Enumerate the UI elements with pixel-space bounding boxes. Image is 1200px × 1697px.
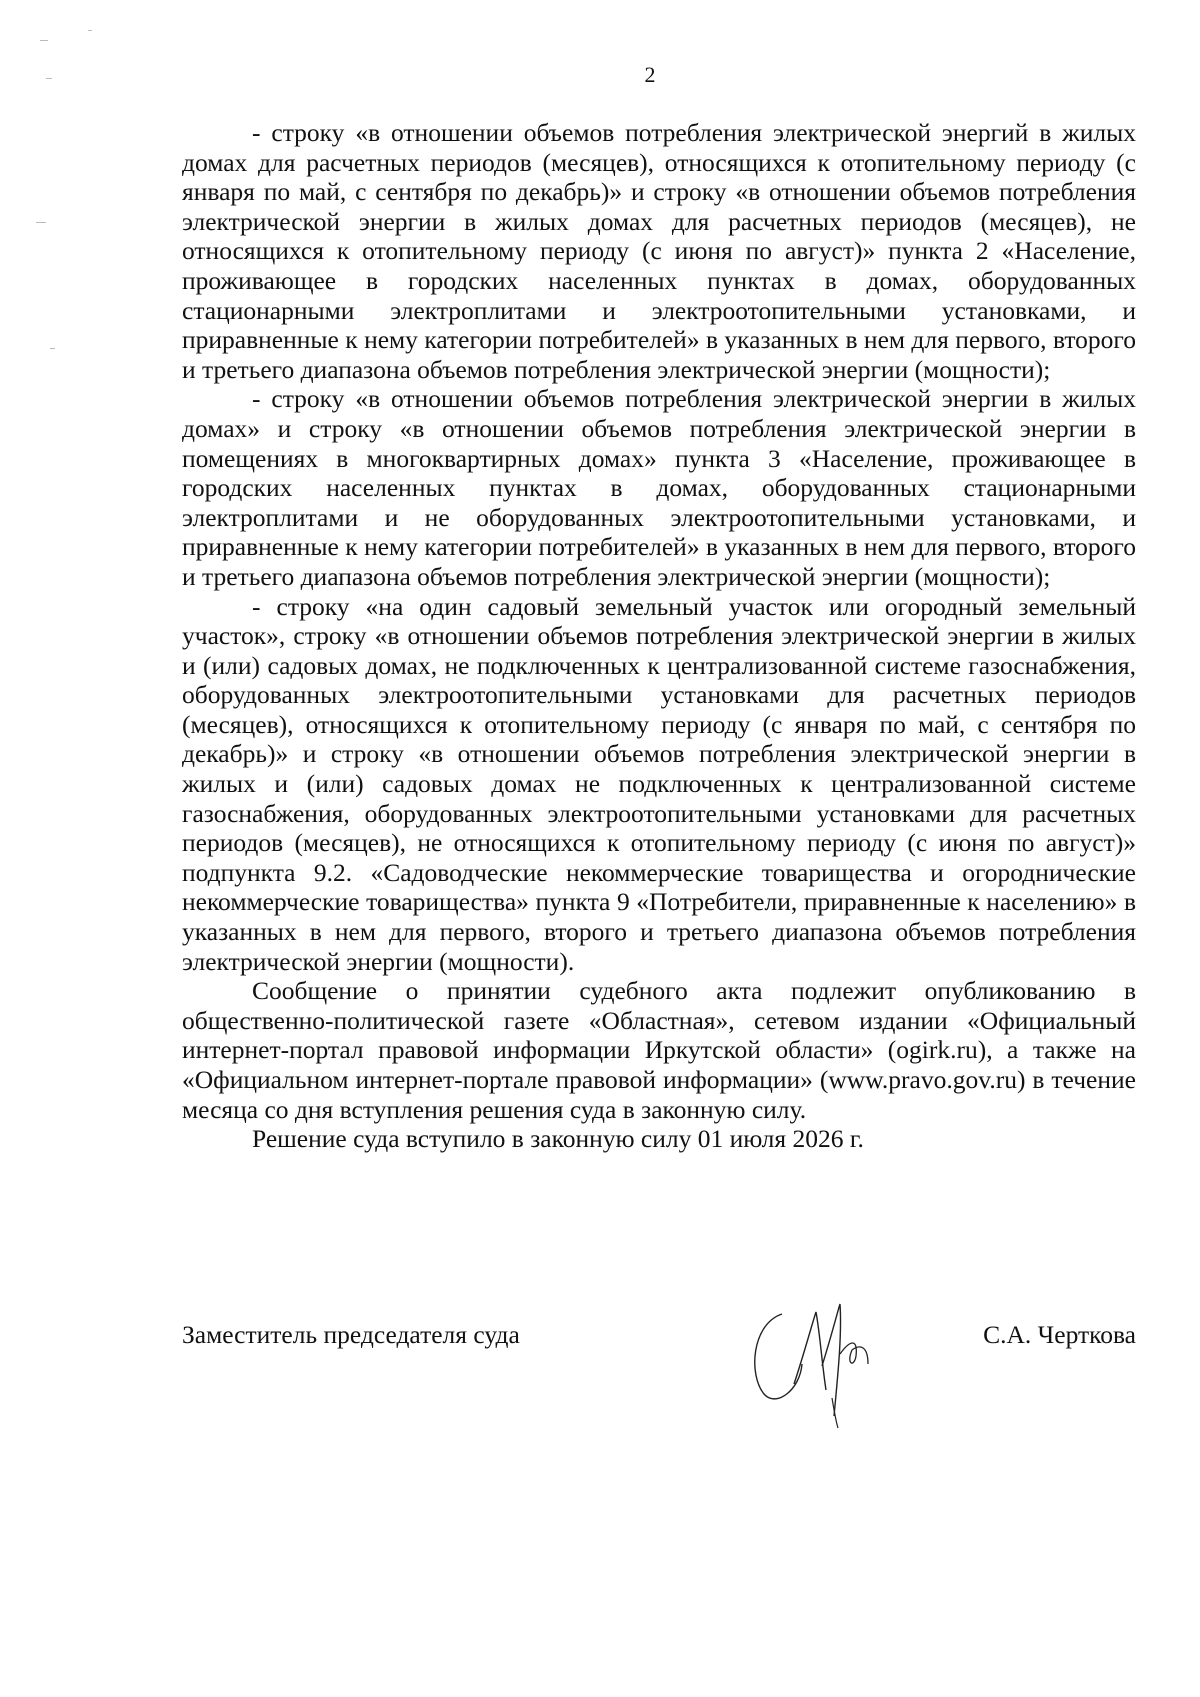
signatory-title: Заместитель председателя суда xyxy=(182,1320,520,1349)
scan-speck xyxy=(40,40,48,41)
document-body xyxy=(182,118,1136,1154)
scan-speck xyxy=(50,348,55,349)
scan-speck xyxy=(36,222,46,223)
paragraph-4: Сообщение о принятии судебного акта подлежит опубликованию в общественно-политической газете «Областная», сетевом издании «Официальный интернет-портал правовой информации Иркутской области» (ogirk.ru), а также на «Официальном интернет-портале правовой информации» (www.pravo.gov.ru) в течение месяца со дня вступления решения суда в законную силу. xyxy=(182,976,1136,1124)
signature-block xyxy=(182,1312,1136,1462)
scan-speck xyxy=(88,30,92,31)
page-number: 2 xyxy=(644,62,656,87)
handwritten-signature xyxy=(742,1294,892,1434)
paragraph-3: - строку «на один садовый земельный участок или огородный земельный участок», строку «в отношении объемов потребления электрической энергии в жилых и (или) садовых домах, не подключенных к централизованной системе газоснабжения, оборудованных электроотопительными установками для расчетных периодов (месяцев), относящихся к отопительному периоду (с января по май, с сентября по декабрь)» и строку «в отношении объемов потребления электрической энергии в жилых и (или) садовых домах не подключенных к централизованной системе газоснабжения, оборудованных электроотопительными установками для расчетных периодов (месяцев), не относящихся к отопительному периоду (с июня по август)» подпункта 9.2. «Садоводческие некоммерческие товарищества и огороднические некоммерческие товарищества» пункта 9 «Потребители, приравненные к населению» в указанных в нем для первого, второго и третьего диапазона объемов потребления электрической энергии (мощности). xyxy=(182,591,1136,976)
paragraph-1: - строку «в отношении объемов потребления электрической энергий в жилых домах для расчетных периодов (месяцев), относящихся к отопительному периоду (с января по май, с сентября по декабрь)» и строку «в отношении объемов потребления электрической энергии в жилых домах для расчетных периодов (месяцев), не относящихся к отопительному периоду (с июня по август)» пункта 2 «Население, проживающее в городских населенных пунктах в домах, оборудованных стационарными электроплитами и электроотопительными установками, и приравненные к нему категории потребителей» в указанных в нем для первого, второго и третьего диапазона объемов потребления электрической энергии (мощности); xyxy=(182,118,1136,384)
paragraph-5: Решение суда вступило в законную силу 01 июля 2026 г. xyxy=(252,1124,864,1154)
paragraph-2: - строку «в отношении объемов потребления электрической энергии в жилых домах» и строку «в отношении объемов потребления электрической энергии в помещениях в многоквартирных домах» пункта 3 «Население, проживающее в городских населенных пунктах в домах, оборудованных стационарными электроплитами и не оборудованных электроотопительными установками, и приравненные к нему категории потребителей» в указанных в нем для первого, второго и третьего диапазона объемов потребления электрической энергии (мощности); xyxy=(182,384,1136,591)
signatory-name: С.А. Черткова xyxy=(983,1320,1136,1349)
